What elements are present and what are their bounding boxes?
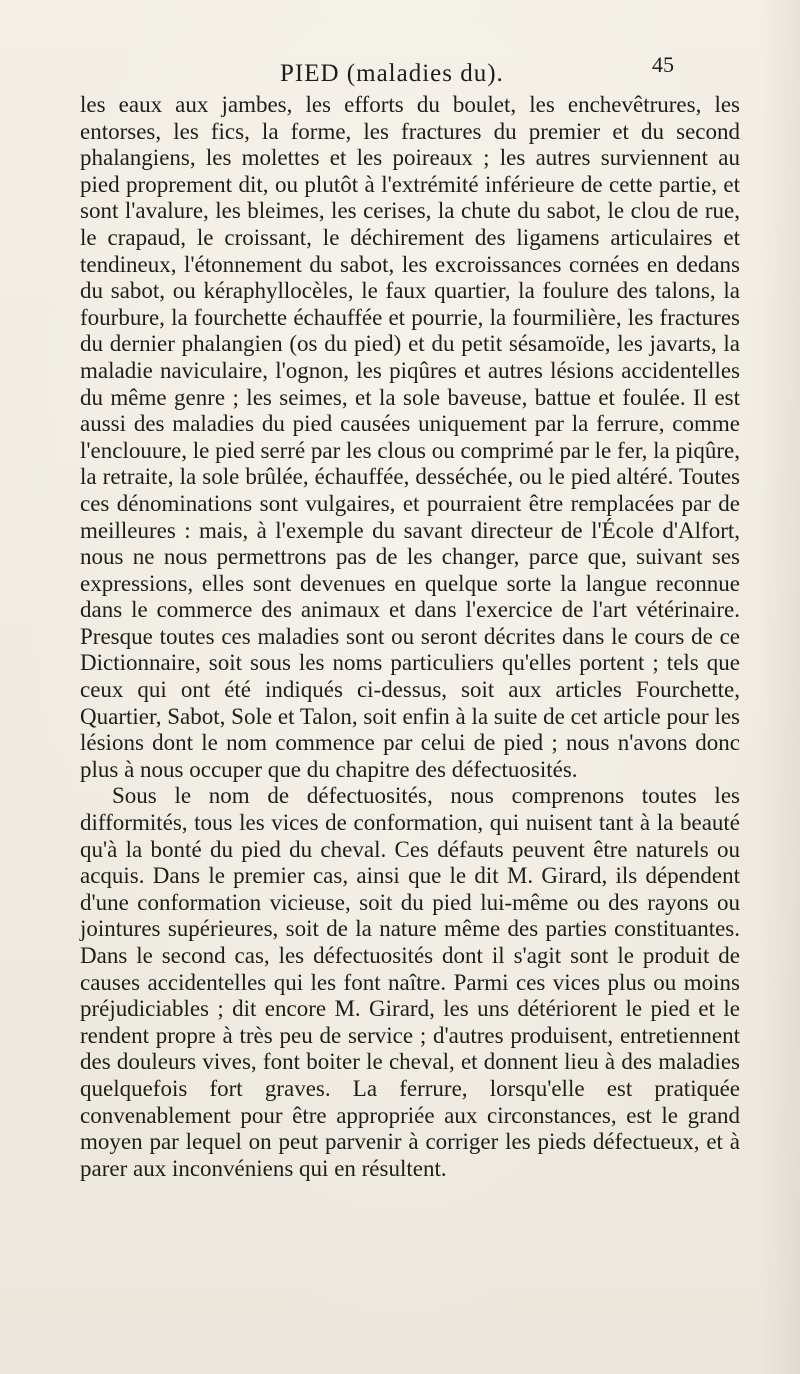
- paragraph-defectuosites: Sous le nom de défectuosités, nous comprenons toutes les difformités, tous les vices de conformation, qui nuisent tant à la beauté qu'à la bonté du pied du cheval. Ces défauts peuvent être naturels ou acquis. Dans le premier cas, ainsi que le dit M. Girard, ils dépendent d'une conformation vicieuse, soit du pied lui-même ou des rayons ou jointures supérieures, soit de la nature même des parties constituantes. Dans le second cas, les défectuosités dont il s'agit sont le produit de causes accidentelles qui les font naître. Parmi ces vices plus ou moins préjudiciables ; dit encore M. Girard, les uns détériorent le pied et le rendent propre à très peu de service ; d'autres produisent, entretiennent des douleurs vives, font boiter le cheval, et donnent lieu à des maladies quelquefois fort graves. La ferrure, lorsqu'elle est pratiquée convenablement pour être appropriée aux circonstances, est le grand moyen par lequel on peut parvenir à corriger les pieds défectueux, et à parer aux inconvéniens qui en résultent.: [80, 783, 740, 1181]
- body-text: [80, 92, 740, 1182]
- paragraph-maladies-list: les eaux aux jambes, les efforts du boulet, les enchevêtrures, les entorses, les fics, la forme, les fractures du premier et du second phalangiens, les molettes et les poireaux ; les autres surviennent au pied proprement dit, ou plutôt à l'extrémité inférieure de cette partie, et sont l'avalure, les bleimes, les cerises, la chute du sabot, le clou de rue, le crapaud, le croissant, le déchirement des ligamens articulaires et tendineux, l'étonnement du sabot, les excroissances cornées en dedans du sabot, ou kéraphyllocèles, le faux quartier, la foulure des talons, la fourbure, la fourchette échauffée et pourrie, la fourmilière, les fractures du dernier phalangien (os du pied) et du petit sésamoïde, les javarts, la maladie naviculaire, l'ognon, les piqûres et autres lésions accidentelles du même genre ; les seimes, et la sole baveuse, battue et foulée. Il est aussi des maladies du pied causées uniquement par la ferrure, comme l'enclouure, le pied serré par les clous ou comprimé par le fer, la piqûre, la retraite, la sole brûlée, échauffée, desséchée, ou le pied altéré. Toutes ces dénominations sont vulgaires, et pourraient être remplacées par de meilleures : mais, à l'exemple du savant directeur de l'École d'Alfort, nous ne nous permettrons pas de les changer, parce que, suivant ses expressions, elles sont devenues en quelque sorte la langue reconnue dans le commerce des animaux et dans l'exercice de l'art vétérinaire. Presque toutes ces maladies sont ou seront décrites dans le cours de ce Dictionnaire, soit sous les noms particuliers qu'elles portent ; tels que ceux qui ont été indiqués ci-dessus, soit aux articles Fourchette, Quartier, Sabot, Sole et Talon, soit enfin à la suite de cet article pour les lésions dont le nom commence par celui de pied ; nous n'avons donc plus à nous occuper que du chapitre des défectuosités.: [80, 92, 740, 782]
- page-header-title: PIED (maladies du).: [280, 60, 504, 87]
- running-head: [0, 52, 800, 92]
- page-edge-shadow: [760, 0, 800, 1374]
- page-number: 45: [652, 52, 674, 77]
